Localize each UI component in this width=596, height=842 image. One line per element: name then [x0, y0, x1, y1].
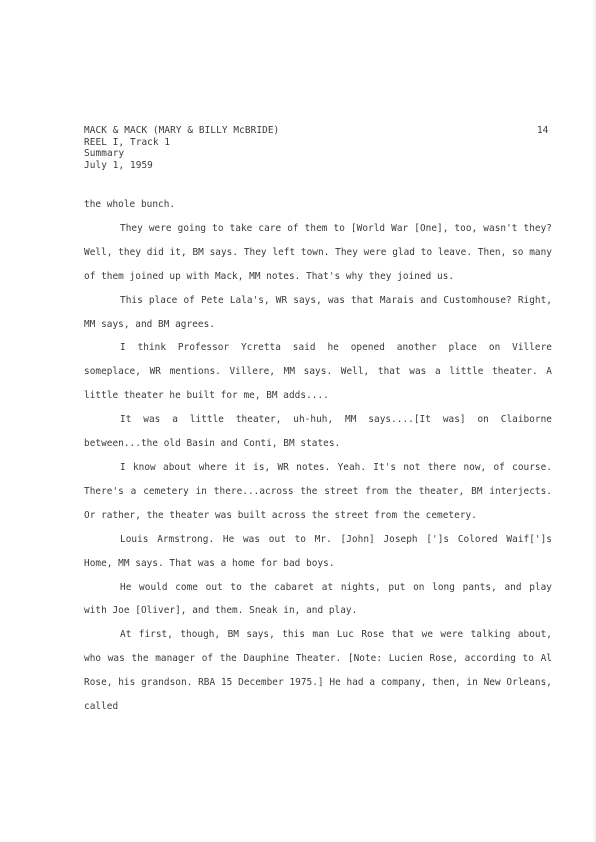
- document-body: [84, 193, 552, 719]
- document-header: [84, 125, 554, 171]
- header-summary-label: Summary: [84, 148, 125, 159]
- paragraph: It was a little theater, uh-huh, MM says....[It was] on Claiborne between...the old Basin and Conti, BM states.: [84, 414, 552, 450]
- paragraph: I think Professor Ycretta said he opened another place on Villere someplace, WR mentions. Villere, MM says. Well, that was a little theater. A little theater he built for me, BM adds....: [84, 342, 552, 402]
- paragraph: He would come out to the cabaret at nights, put on long pants, and play with Joe [Oliver], and them. Sneak in, and play.: [84, 581, 552, 617]
- paragraph: I know about where it is, WR notes. Yeah. It's not there now, of course. There's a cemetery in there...across the street from the theater, BM interjects. Or rather, the theater was built across the street from the cemetery.: [84, 461, 552, 521]
- page-number: 14: [537, 125, 549, 136]
- paragraph: the whole bunch.: [84, 199, 176, 210]
- paragraph: This place of Pete Lala's, WR says, was that Marais and Customhouse? Right, MM says, and BM agrees.: [84, 294, 552, 330]
- paragraph: They were going to take care of them to [World War [One], too, wasn't they? Well, they did it, BM says. They left town. They were glad to leave. Then, so many of them joined up with Mack, MM notes. That's why they joined us.: [84, 222, 552, 282]
- header-title: MACK & MACK (MARY & BILLY McBRIDE): [84, 125, 280, 136]
- header-date: July 1, 1959: [84, 159, 153, 171]
- paragraph: At first, though, BM says, this man Luc Rose that we were talking about, who was the manager of the Dauphine Theater. [Note: Lucien Rose, according to Al Rose, his grandson. RBA 15 December 1975.] He had a company, then, in New Orleans, called: [84, 629, 552, 713]
- header-reel: REEL I, Track 1: [84, 136, 171, 148]
- paragraph: Louis Armstrong. He was out to Mr. [John] Joseph [']s Colored Waif[']s Home, MM says. That was a home for bad boys.: [84, 533, 552, 569]
